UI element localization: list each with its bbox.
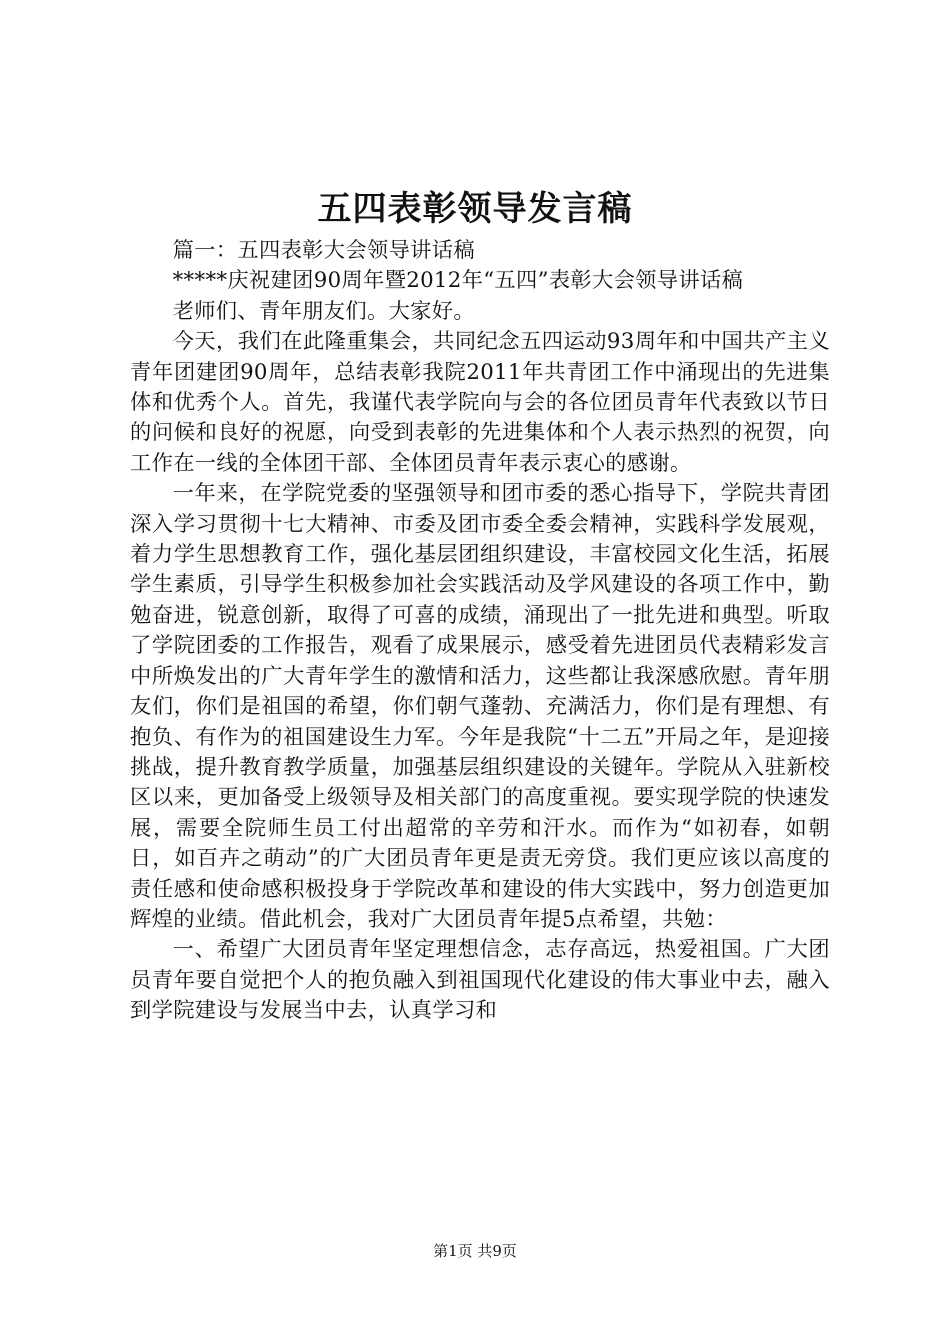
page-footer: 第1页 共9页 [433,1242,517,1260]
paragraph-section-heading: 篇一：五四表彰大会领导讲话稿 [172,238,475,263]
document-body [130,236,830,1027]
paragraph-review: 一年来，在学院党委的坚强领导和团市委的悉心指导下，学院共青团深入学习贯彻十七大精神、市委及团市委全委会精神，实践科学发展观，着力学生思想教育工作，强化基层团组织建设，丰富校园文化生活，拓展学生素质，引导学生积极参加社会实践活动及学风建设的各项工作中，勤勉奋进，锐意创新，取得了可喜的成绩，涌现出了一批先进和典型。听取了学院团委的工作报告，观看了成果展示，感受着先进团员代表精彩发言中所焕发出的广大青年学生的激情和活力，这些都让我深感欣慰。青年朋友们，你们是祖国的希望，你们朝气蓬勃、充满活力，你们是有理想、有抱负、有作为的祖国建设生力军。今年是我院“十二五”开局之年，是迎接挑战，提升教育教学质量，加强基层组织建设的关键年。学院从入驻新校区以来，更加备受上级领导及相关部门的高度重视。要实现学院的快速发展，需要全院师生员工付出超常的辛劳和汗水。而作为“如初春，如朝日，如百卉之萌动”的广大团员青年更是责无旁贷。我们更应该以高度的责任感和使命感积极投身于学院改革和建设的伟大实践中，努力创造更加辉煌的业绩。借此机会，我对广大团员青年提5点希望，共勉： [130,481,830,932]
paragraph-opening: 今天，我们在此隆重集会，共同纪念五四运动93周年和中国共产主义青年团建团90周年，总结表彰我院2011年共青团工作中涌现出的先进集体和优秀个人。首先，我谨代表学院向与会的各位团员青年代表致以节日的问候和良好的祝愿，向受到表彰的先进集体和个人表示热烈的祝贺，向工作在一线的全体团干部、全体团员青年表示衷心的感谢。 [130,329,830,476]
document-title: 五四表彰领导发言稿 [317,189,633,229]
paragraph-hope-one: 一、希望广大团员青年坚定理想信念，志存高远，热爱祖国。广大团员青年要自觉把个人的抱负融入到祖国现代化建设的伟大事业中去，融入到学院建设与发展当中去，认真学习和 [130,937,830,1024]
paragraph-speech-title: *****庆祝建团90周年暨2012年“五四”表彰大会领导讲话稿 [172,268,744,294]
paragraph-greeting: 老师们、青年朋友们。大家好。 [172,298,475,324]
